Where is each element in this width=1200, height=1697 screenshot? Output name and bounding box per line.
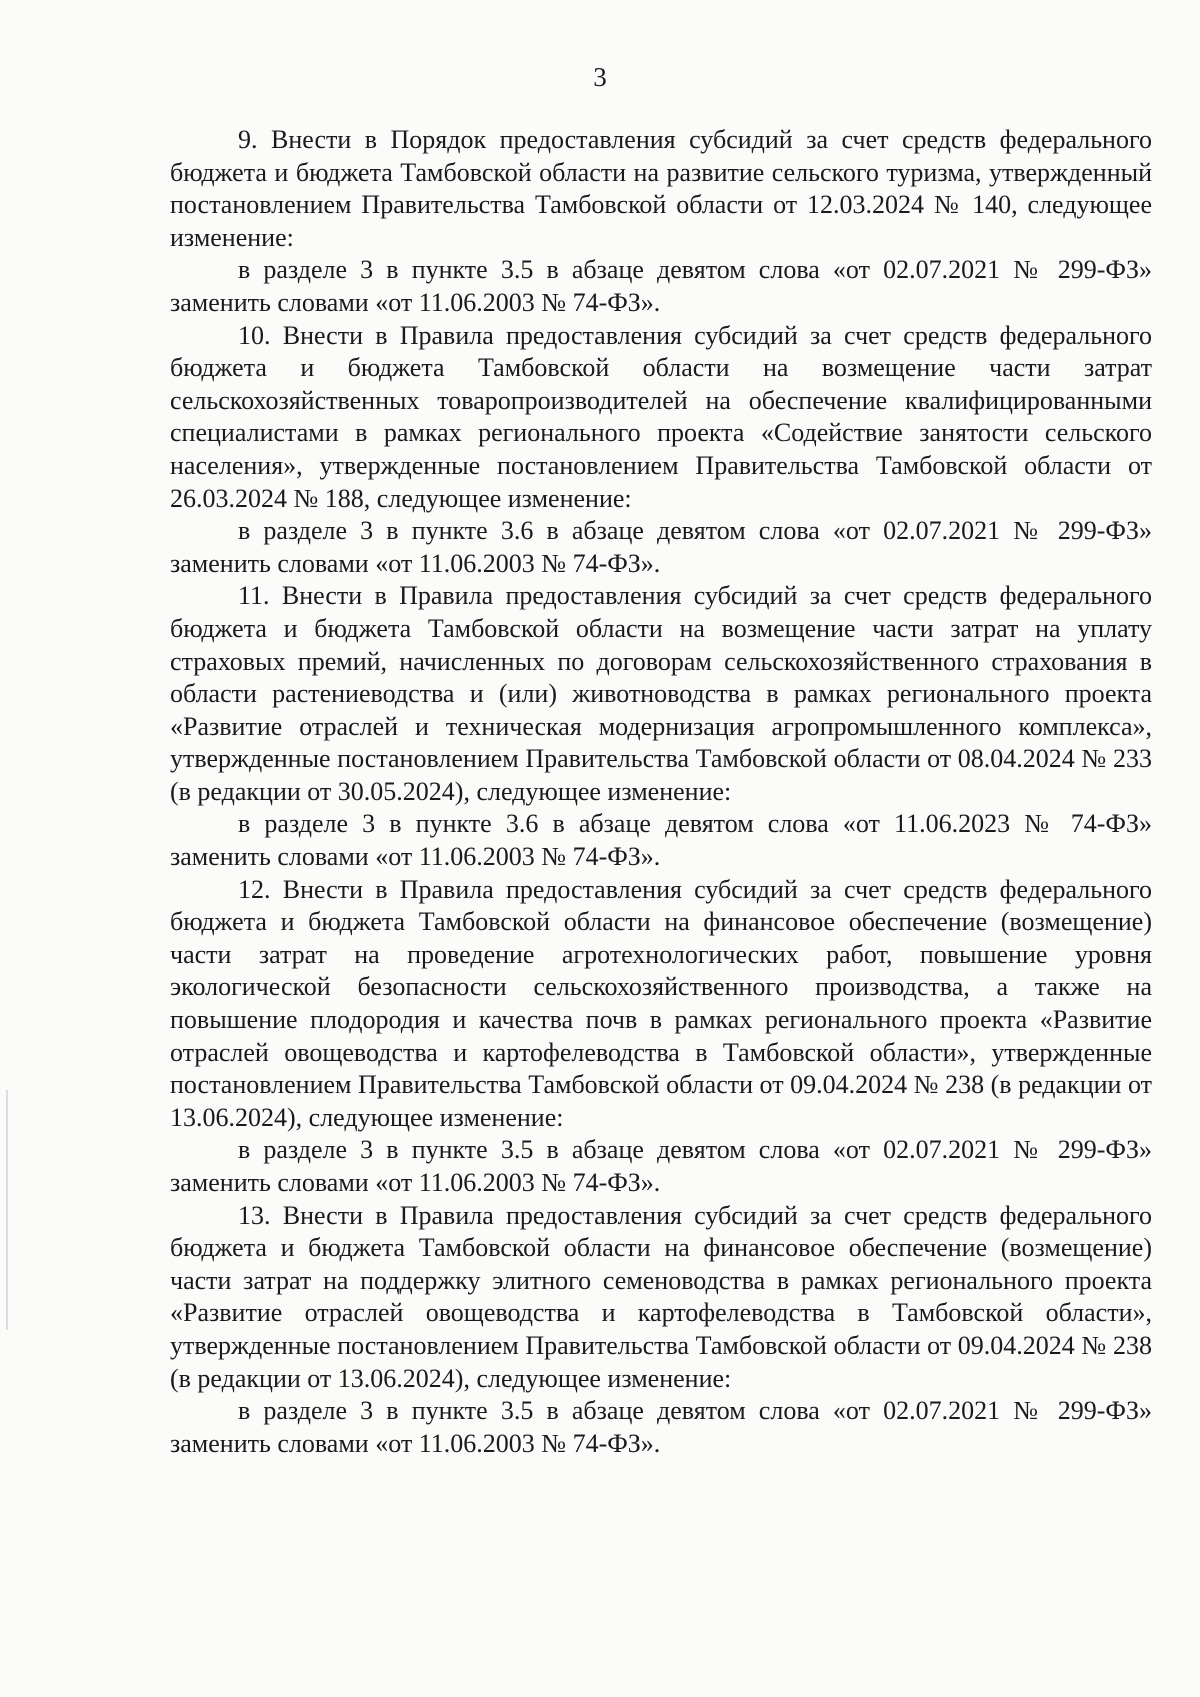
paragraph-item-11: 11. Внести в Правила предоставления субсидий за счет средств федерального бюджета и бюджета Тамбовской области на возмещение части затрат на уплату страховых премий, начисленных по договорам сельскохозяйственного страхования в области растениеводства и (или) животноводства в рамках регионального проекта «Развитие отраслей и техническая модернизация агропромышленного комплекса», утвержденные постановлением Правительства Тамбовской области от 08.04.2024 № 233 (в редакции от 30.05.2024), следующее изменение: — [170, 581, 1152, 806]
page-number: 3 — [593, 62, 607, 92]
paragraph-item-13: 13. Внести в Правила предоставления субсидий за счет средств федерального бюджета и бюджета Тамбовской области на финансовое обеспечение (возмещение) части затрат на поддержку элитного семеноводства в рамках регионального проекта «Развитие отраслей овощеводства и картофелеводства в Тамбовской области», утвержденные постановлением Правительства Тамбовской области от 09.04.2024 № 238 (в редакции от 13.06.2024), следующее изменение: — [170, 1200, 1152, 1393]
paragraph-item-10-change: в разделе 3 в пункте 3.6 в абзаце девятом слова «от 02.07.2021 № 299-ФЗ» заменить словами «от 11.06.2003 № 74-ФЗ». — [170, 516, 1152, 578]
scan-edge-mark — [6, 1090, 8, 1330]
document-body — [170, 124, 1152, 1460]
paragraph-item-9: 9. Внести в Порядок предоставления субсидий за счет средств федерального бюджета и бюджета Тамбовской области на развитие сельского туризма, утвержденный постановлением Правительства Тамбовской области от 12.03.2024 № 140, следующее изменение: — [170, 125, 1152, 252]
paragraph-item-12-change: в разделе 3 в пункте 3.5 в абзаце девятом слова «от 02.07.2021 № 299-ФЗ» заменить словами «от 11.06.2003 № 74-ФЗ». — [170, 1135, 1152, 1197]
paragraph-item-9-change: в разделе 3 в пункте 3.5 в абзаце девятом слова «от 02.07.2021 № 299-ФЗ» заменить словами «от 11.06.2003 № 74-ФЗ». — [170, 255, 1152, 317]
paragraph-item-13-change: в разделе 3 в пункте 3.5 в абзаце девятом слова «от 02.07.2021 № 299-ФЗ» заменить словами «от 11.06.2003 № 74-ФЗ». — [170, 1396, 1152, 1458]
paragraph-item-10: 10. Внести в Правила предоставления субсидий за счет средств федерального бюджета и бюджета Тамбовской области на возмещение части затрат сельскохозяйственных товаропроизводителей на обеспечение квалифицированными специалистами в рамках регионального проекта «Содействие занятости сельского населения», утвержденные постановлением Правительства Тамбовской области от 26.03.2024 № 188, следующее изменение: — [170, 320, 1152, 513]
paragraph-item-12: 12. Внести в Правила предоставления субсидий за счет средств федерального бюджета и бюджета Тамбовской области на финансовое обеспечение (возмещение) части затрат на проведение агротехнологических работ, повышение уровня экологической безопасности сельскохозяйственного производства, а также на повышение плодородия и качества почв в рамках регионального проекта «Развитие отраслей овощеводства и картофелеводства в Тамбовской области», утвержденные постановлением Правительства Тамбовской области от 09.04.2024 № 238 (в редакции от 13.06.2024), следующее изменение: — [170, 874, 1152, 1132]
paragraph-item-11-change: в разделе 3 в пункте 3.6 в абзаце девятом слова «от 11.06.2023 № 74-ФЗ» заменить словами «от 11.06.2003 № 74-ФЗ». — [170, 809, 1152, 872]
